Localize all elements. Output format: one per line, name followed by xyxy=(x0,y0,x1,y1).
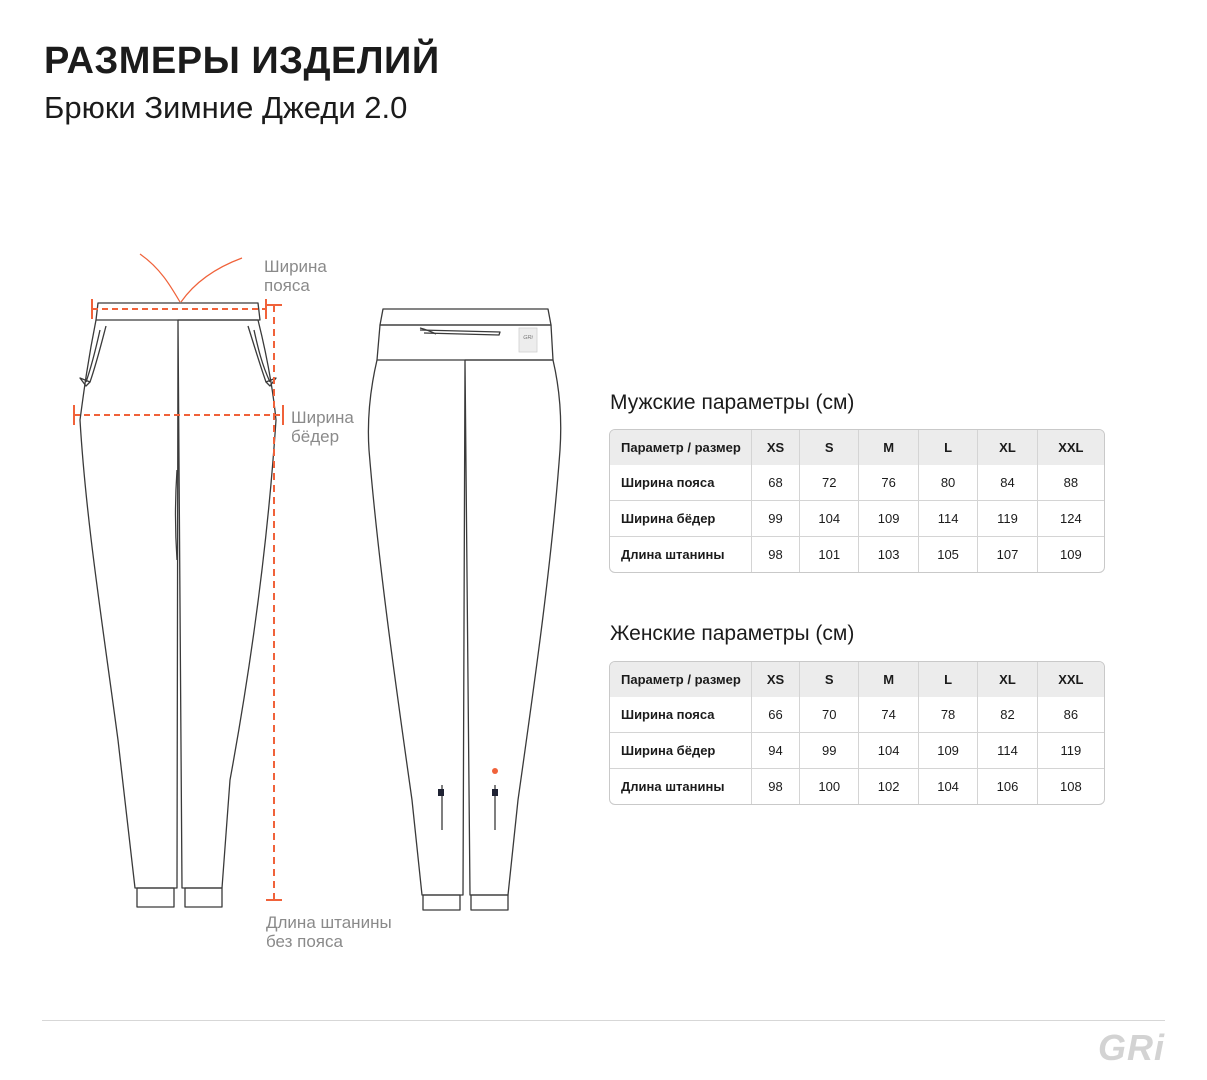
front-waistband xyxy=(96,303,260,320)
table-cell: 114 xyxy=(919,501,978,537)
table-cell: 68 xyxy=(752,465,800,501)
column-header: M xyxy=(859,662,918,697)
table-cell: 124 xyxy=(1038,501,1104,537)
back-outline xyxy=(368,360,560,895)
table-cell: 84 xyxy=(978,465,1037,501)
back-cuff-left xyxy=(423,895,460,910)
row-label: Ширина бёдер xyxy=(610,733,752,769)
table-cell: 98 xyxy=(752,769,800,804)
table-row xyxy=(610,733,1104,769)
table-cell: 74 xyxy=(859,697,918,733)
pants-back-view xyxy=(368,309,560,910)
column-header: XL xyxy=(978,662,1037,697)
front-outline xyxy=(80,320,276,888)
table-cell: 107 xyxy=(978,537,1037,572)
row-label: Ширина бёдер xyxy=(610,501,752,537)
table-cell: 78 xyxy=(919,697,978,733)
column-header: XXL xyxy=(1038,430,1104,465)
back-cuff-right xyxy=(471,895,508,910)
table-header-row xyxy=(610,430,1104,465)
table-cell: 119 xyxy=(978,501,1037,537)
column-header: Параметр / размер xyxy=(610,662,752,697)
table-cell: 98 xyxy=(752,537,800,572)
table-row xyxy=(610,501,1104,537)
table-row xyxy=(610,465,1104,501)
women-table-heading: Женские параметры (см) xyxy=(610,622,855,645)
row-label: Длина штанины xyxy=(610,537,752,572)
table-cell: 109 xyxy=(859,501,918,537)
table-row xyxy=(610,769,1104,804)
table-row xyxy=(610,697,1104,733)
brand-logo: GRi xyxy=(1097,1027,1165,1068)
column-header: L xyxy=(919,430,978,465)
table-cell: 82 xyxy=(978,697,1037,733)
table-cell: 70 xyxy=(800,697,859,733)
table-cell: 109 xyxy=(919,733,978,769)
column-header: S xyxy=(800,430,859,465)
table-cell: 102 xyxy=(859,769,918,804)
front-cuff-left xyxy=(137,888,174,907)
pants-diagram xyxy=(0,0,620,1000)
men-table-heading: Мужские параметры (см) xyxy=(610,391,855,414)
table-row xyxy=(610,537,1104,572)
table-cell: 101 xyxy=(800,537,859,572)
table-cell: 86 xyxy=(1038,697,1104,733)
column-header: XS xyxy=(752,662,800,697)
table-cell: 109 xyxy=(1060,547,1082,562)
table-cell: 72 xyxy=(800,465,859,501)
column-header: M xyxy=(859,430,918,465)
column-header: S xyxy=(800,662,859,697)
page-title: РАЗМЕРЫ ИЗДЕЛИЙ xyxy=(44,40,440,82)
highlight-dot xyxy=(492,768,498,774)
front-drawstring xyxy=(140,254,180,302)
women-size-table xyxy=(609,661,1105,805)
row-label: Длина штанины xyxy=(610,769,752,804)
hips-width-label: Ширина бёдер xyxy=(291,408,354,446)
front-pocket-left xyxy=(90,326,106,382)
front-pocket-right xyxy=(248,326,266,382)
table-cell: 80 xyxy=(919,465,978,501)
pants-front-view xyxy=(80,254,276,907)
length-measure-line xyxy=(266,305,282,900)
table-cell: 119 xyxy=(1038,733,1104,769)
table-cell: 88 xyxy=(1038,465,1104,501)
table-cell: 66 xyxy=(752,697,800,733)
table-cell: 99 xyxy=(800,733,859,769)
waist-measure-line xyxy=(92,299,266,319)
column-header: XS xyxy=(752,430,800,465)
column-header: Параметр / размер xyxy=(610,430,752,465)
table-cell: 105 xyxy=(919,537,978,572)
row-label: Ширина пояса xyxy=(610,465,752,501)
men-size-table xyxy=(609,429,1105,573)
snap-left xyxy=(438,789,444,796)
back-label-text: GRi xyxy=(523,335,533,341)
row-label: Ширина пояса xyxy=(610,697,752,733)
table-cell: 114 xyxy=(978,733,1037,769)
table-header-row xyxy=(610,662,1104,697)
table-cell: 99 xyxy=(752,501,800,537)
table-cell: 104 xyxy=(919,769,978,804)
column-header: XXL xyxy=(1038,662,1104,697)
product-name: Брюки Зимние Джеди 2.0 xyxy=(44,90,408,125)
table-cell: 103 xyxy=(859,537,918,572)
column-header: L xyxy=(919,662,978,697)
snap-right xyxy=(492,789,498,796)
back-waistband xyxy=(380,309,551,325)
table-cell: 104 xyxy=(800,501,859,537)
table-cell: 94 xyxy=(752,733,800,769)
table-cell: 100 xyxy=(800,769,859,804)
waist-width-label: Ширина пояса xyxy=(264,257,327,295)
leg-length-label: Длина штанины без пояса xyxy=(266,913,392,951)
column-header: XL xyxy=(978,430,1037,465)
front-cuff-right xyxy=(185,888,222,907)
table-cell: 104 xyxy=(859,733,918,769)
table-cell: 106 xyxy=(978,769,1037,804)
footer-divider xyxy=(42,1020,1165,1021)
table-cell: 108 xyxy=(1060,779,1082,794)
table-cell: 76 xyxy=(859,465,918,501)
